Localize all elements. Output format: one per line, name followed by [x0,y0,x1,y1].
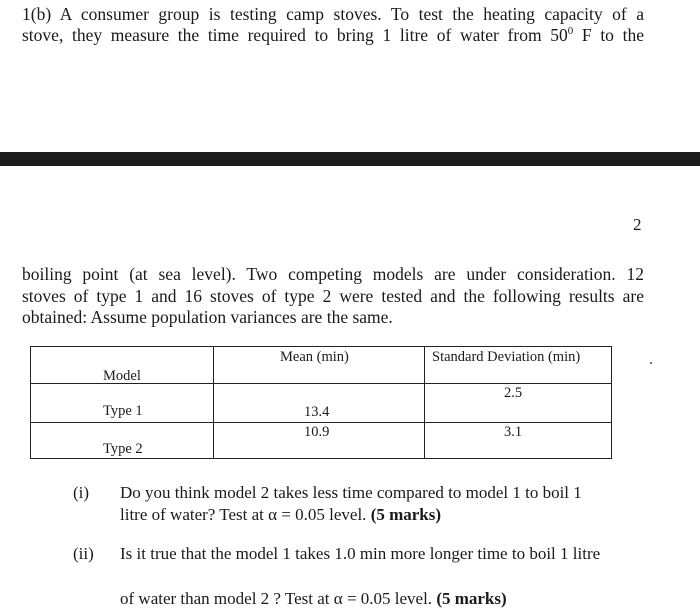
table-cell [425,423,612,459]
table-cell [214,347,425,384]
table-cell [31,384,214,423]
table-cell [214,384,425,423]
type1-sd: 2.5 [504,385,523,401]
marks-label: (5 marks) [436,589,507,608]
type2-sd: 3.1 [504,424,523,440]
table-cell [31,347,214,384]
question-text-part: = 0.05 level. [277,505,371,524]
header-model: Model [103,368,141,384]
table-cell [425,347,612,384]
question-2-line-2 [120,589,507,609]
question-2-marker: (ii) [73,544,94,563]
alpha-symbol: α [268,505,278,524]
table-row [31,423,612,459]
table-cell [425,384,612,423]
question-text-part: = 0.05 level. [342,589,437,608]
table-row [31,384,612,423]
question-2-line-1: Is it true that the model 1 takes 1.0 min more longer time to boil 1 litre [120,544,601,563]
table-cell [214,423,425,459]
degree-superscript: 0 [567,25,574,38]
continued-text-line-1: boiling point (at sea level). Two competing models are under consideration. 12 [22,264,644,284]
question-1-line-1: Do you think model 2 takes less time compared to model 1 to boil 1 [120,483,582,502]
problem-intro-line-2 [22,25,644,46]
question-1-marker: (i) [73,483,90,502]
page-number: 2 [633,215,642,234]
problem-intro-line-1: 1(b) A consumer group is testing camp stoves. To test the heating capacity of a [22,4,644,24]
type1-label: Type 1 [103,403,143,419]
type2-label: Type 2 [103,441,143,457]
header-mean: Mean (min) [280,349,349,365]
page-separator-bar [0,152,700,166]
header-standard-deviation: Standard Deviation (min) [432,349,581,365]
table-cell [31,423,214,459]
continued-text-line-2: stoves of type 1 and 16 stoves of type 2 were tested and the following results are [22,286,644,306]
results-table [30,346,612,459]
question-1-line-2 [120,505,441,525]
question-text-part: of water than model 2 ? Test at [120,589,334,608]
question-text-part: litre of water? Test at [120,505,269,524]
table-row [31,347,612,384]
marks-label: (5 marks) [370,505,442,524]
type2-mean: 10.9 [304,424,330,440]
intro-text-part: F to the [573,25,644,45]
continued-text-line-3: obtained: Assume population variances are the same. [22,307,393,327]
intro-text-part: stove, they measure the time required to bring 1 litre of water from 50 [22,25,568,45]
type1-mean: 13.4 [304,404,330,420]
stray-dot [650,362,652,364]
alpha-symbol: α [333,589,343,608]
